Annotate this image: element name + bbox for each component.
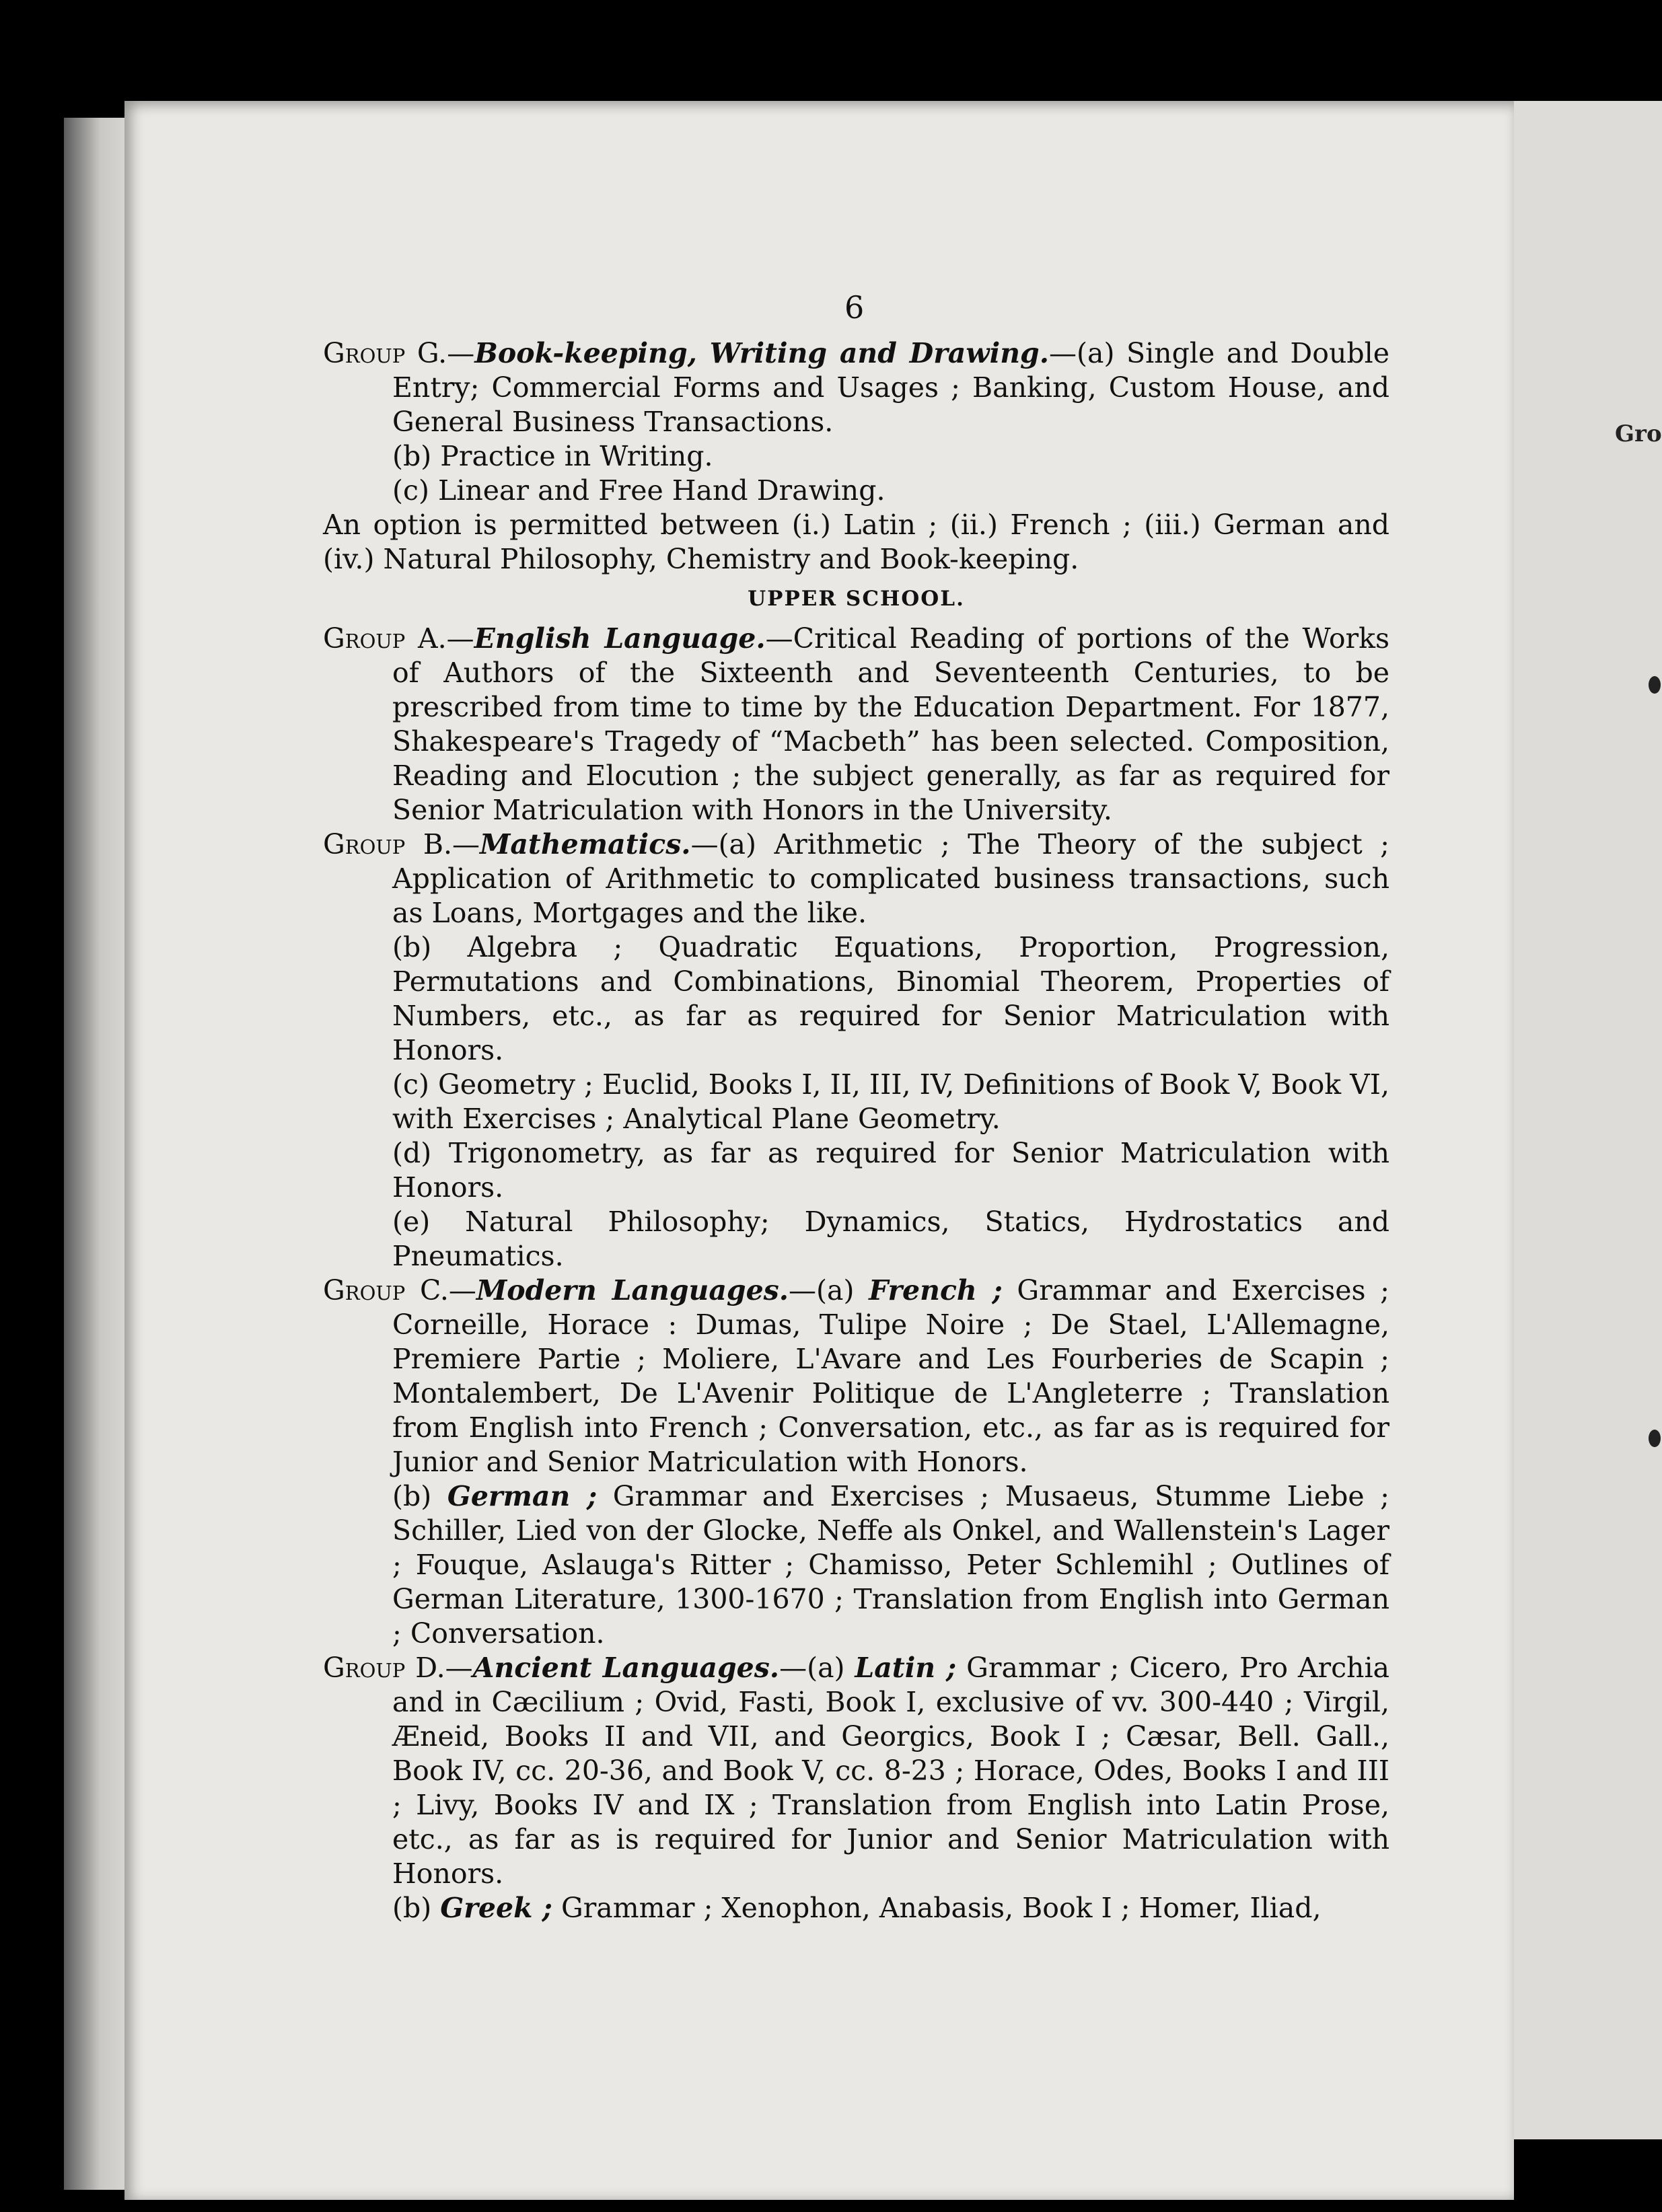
group-b-item-d: (d) Trigonometry, as far as required for Senior Matriculation with Honors. (392, 1137, 1389, 1204)
item-mark: (b) (392, 1892, 432, 1924)
facing-page-fragment (1511, 101, 1662, 2139)
item-prefix: —(a) (779, 1652, 855, 1684)
group-letter: G.— (417, 337, 475, 369)
item-title: Greek ; (440, 1892, 552, 1924)
item-text: Grammar and Exercises ; Corneille, Horace : Dumas, Tulipe Noire ; De Stael, L'Allemagne, Premiere Partie ; Moliere, L'Avare and Les Fourberies de Scapin ; Montalembert, De L'Avenir Politique de L'Angleterre ; Translation from English into French ; Conversation, etc., as far as is required for Junior and Senior Matriculation with Honors. (392, 1274, 1389, 1478)
option-note: An option is permitted between (i.) Latin ; (ii.) French ; (iii.) German and (iv.) Natural Philosophy, Chemistry and Book-keeping. (323, 509, 1389, 575)
group-b-item-e: (e) Natural Philosophy; Dynamics, Statics, Hydrostatics and Pneumatics. (392, 1206, 1389, 1272)
item-title: Latin ; (855, 1652, 957, 1684)
group-letter: A.— (418, 622, 474, 655)
page-edge (64, 118, 124, 2190)
group-label: Group (323, 1274, 406, 1306)
group-title: Mathematics. (479, 828, 691, 860)
group-title: Modern Languages. (476, 1274, 789, 1306)
group-g-paragraph (323, 336, 1389, 439)
group-label: Group (323, 828, 406, 860)
group-a-paragraph (323, 622, 1389, 827)
group-label: Group (323, 337, 406, 369)
item-text: Grammar and Exercises ; Musaeus, Stumme Liebe ; Schiller, Lied von der Glocke, Neffe als Onkel, and Wallenstein's Lager ; Fouque, Aslauga's Ritter ; Chamisso, Peter Schlemihl ; Outlines of German Literature, 1300-1670 ; Translation from English into German ; Conversation. (392, 1480, 1389, 1650)
group-label: Group (323, 622, 406, 655)
group-c-paragraph (323, 1274, 1389, 1479)
group-c-item-b (323, 1479, 1389, 1651)
group-text: —Critical Reading of portions of the Works of Authors of the Sixteenth and Seventeenth Centuries, to be prescribed from time to time by the Education Department. For 1877, Shakespeare's Tragedy of “Macbeth” has been selected. Composition, Reading and Elocution ; the subject generally, as far as required for Senior Matriculation with Honors in the University. (392, 622, 1389, 826)
item-title: French ; (869, 1274, 1003, 1306)
facing-page-text: Gro (1615, 420, 1662, 447)
group-letter: D.— (415, 1652, 473, 1684)
item-title: German ; (447, 1480, 598, 1512)
group-title: Book-keeping, Writing and Drawing. (474, 337, 1049, 369)
group-g-item-c: (c) Linear and Free Hand Drawing. (392, 474, 886, 507)
group-letter: C.— (419, 1274, 476, 1306)
facing-page-dot (1649, 676, 1661, 694)
page-body (323, 336, 1389, 1925)
group-text: —(a) Single and Double Entry; Commercial Forms and Usages ; Banking, Custom House, and General Business Transactions. (392, 337, 1389, 438)
item-prefix: —(a) (789, 1274, 869, 1306)
group-g-item-b: (b) Practice in Writing. (392, 440, 713, 472)
item-text: Grammar ; Cicero, Pro Archia and in Cæcilium ; Ovid, Fasti, Book I, exclusive of vv. 300-440 ; Virgil, Æneid, Books II and VII, and Georgics, Book I ; Cæsar, Bell. Gall., Book IV, cc. 20-36, and Book V, cc. 8-23 ; Horace, Odes, Books I and III ; Livy, Books IV and IX ; Translation from English into Latin Prose, etc., as far as is required for Junior and Senior Matriculation with Honors. (392, 1652, 1389, 1890)
group-d-paragraph (323, 1651, 1389, 1891)
page-number: 6 (844, 289, 865, 326)
group-b-item-b: (b) Algebra ; Quadratic Equations, Proportion, Progression, Permutations and Combinations, Binomial Theorem, Properties of Numbers, etc., as far as required for Senior Matriculation with Honors. (392, 931, 1389, 1066)
group-title: Ancient Languages. (472, 1652, 780, 1684)
group-letter: B.— (423, 828, 480, 860)
facing-page-dot (1649, 1430, 1661, 1447)
group-title: English Language. (474, 622, 766, 655)
item-mark: (b) (392, 1480, 432, 1512)
group-b-item-c: (c) Geometry ; Euclid, Books I, II, III, IV, Definitions of Book V, Book VI, with Exercises ; Analytical Plane Geometry. (392, 1068, 1390, 1135)
group-d-item-b (323, 1891, 1389, 1925)
section-heading: UPPER SCHOOL. (748, 587, 965, 611)
group-b-paragraph (323, 827, 1389, 930)
group-text: —(a) Arithmetic ; The Theory of the subject ; Application of Arithmetic to complicated business transactions, such as Loans, Mortgages and the like. (392, 828, 1389, 929)
item-text: Grammar ; Xenophon, Anabasis, Book I ; Homer, Iliad, (552, 1892, 1322, 1924)
group-label: Group (323, 1652, 406, 1684)
